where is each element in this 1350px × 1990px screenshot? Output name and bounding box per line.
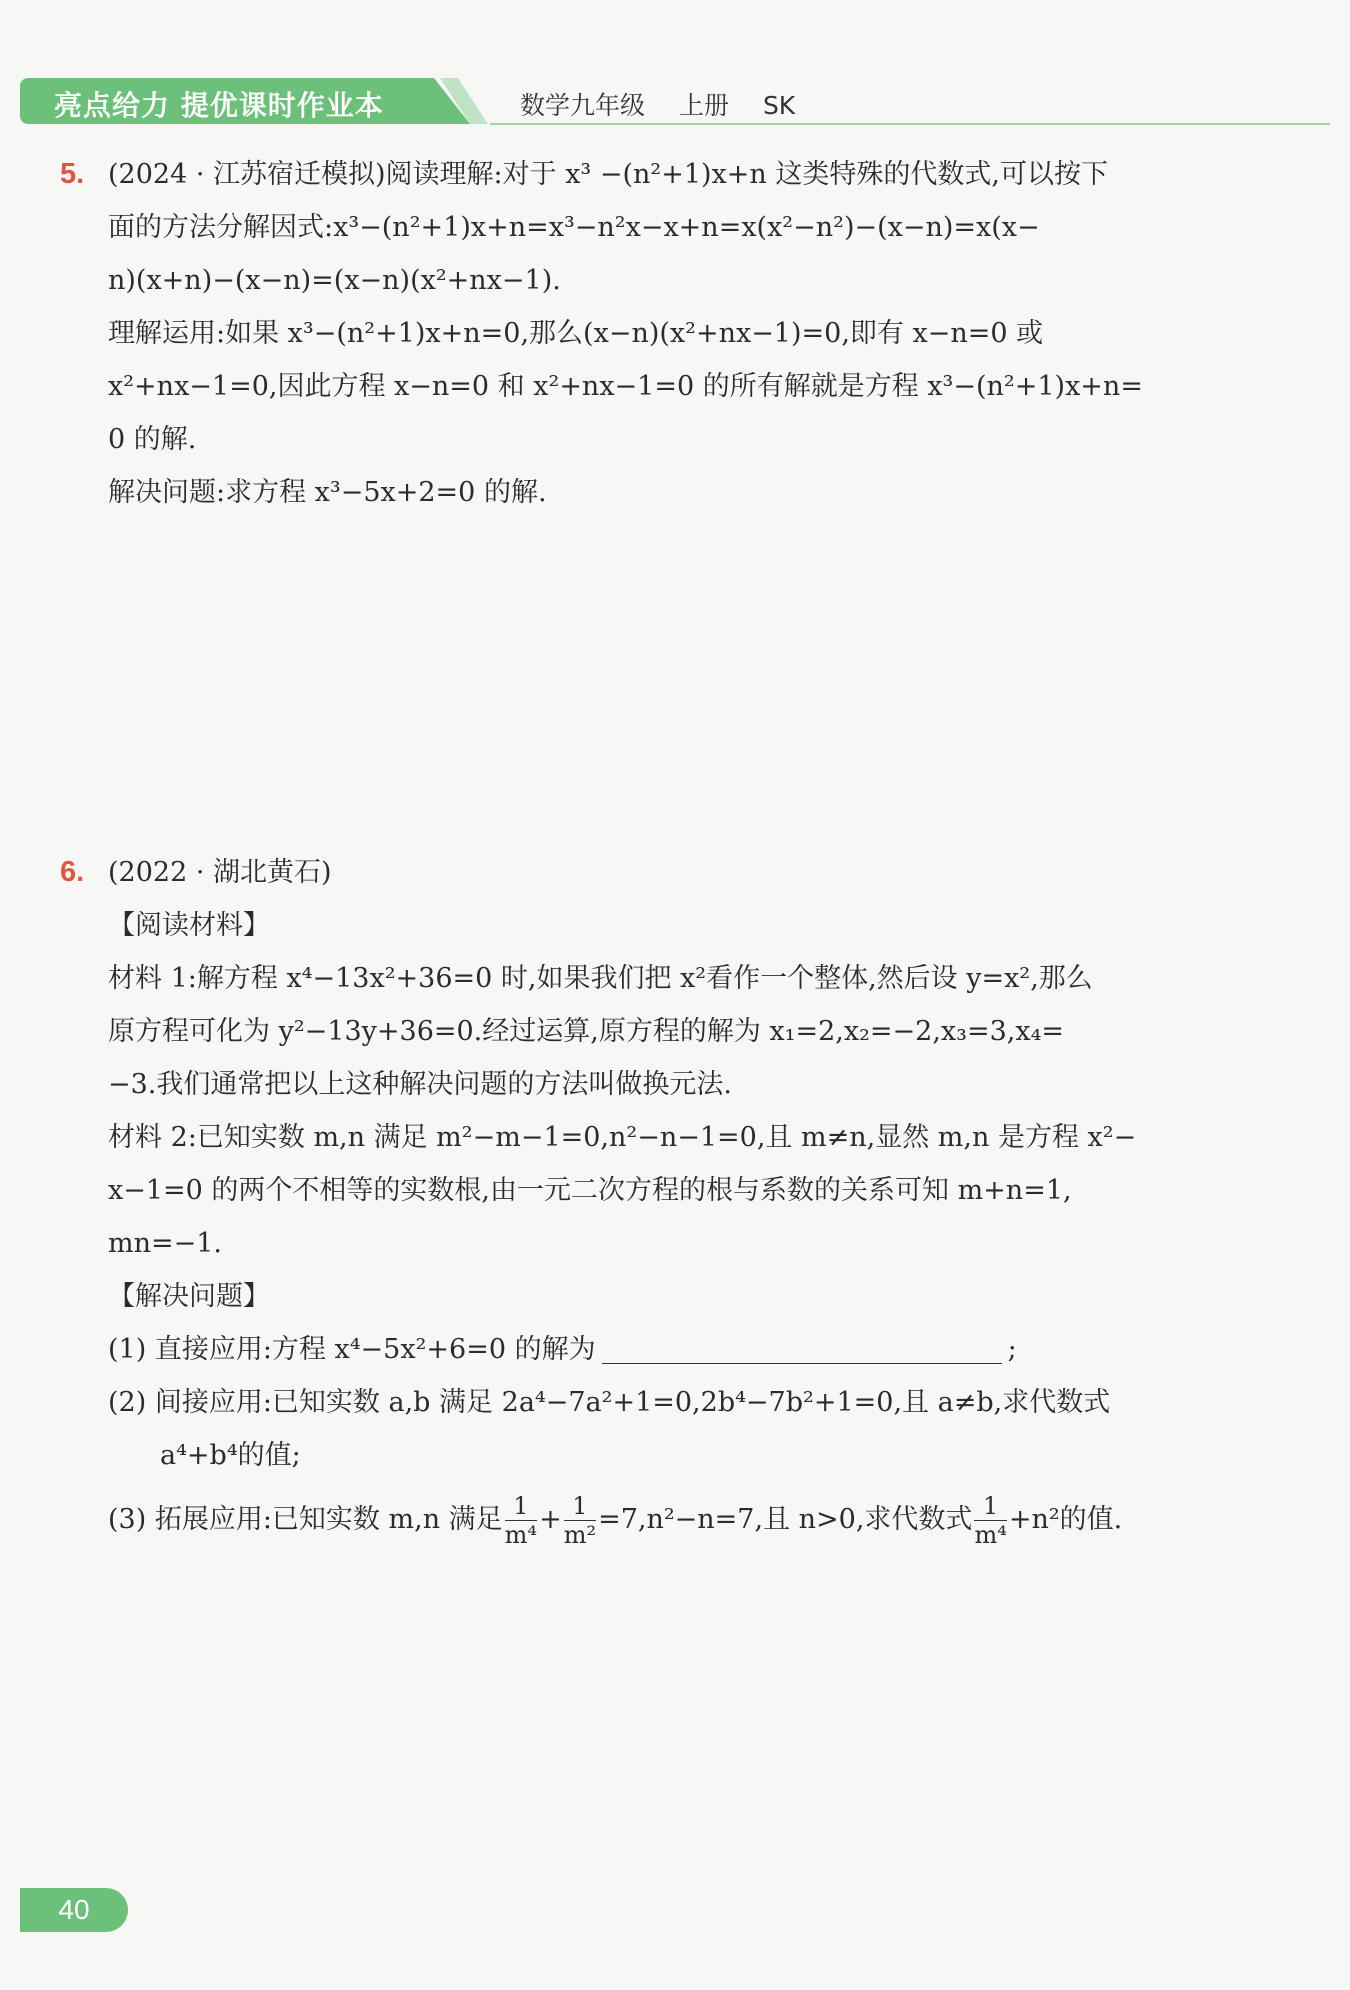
question-2-cont: a⁴+b⁴的值; [160,1440,301,1471]
plus-sign: + [539,1504,562,1535]
fraction [505,1492,537,1549]
answer-blank [602,1333,1002,1364]
question-3-middle: =7,n²−n=7,且 n>0,求代数式 [598,1504,973,1535]
section-heading-reading: 【阅读材料】 [108,910,270,941]
fraction-denominator: m² [563,1521,597,1549]
fraction-denominator: m⁴ [974,1521,1007,1549]
problem-line: (2024 · 江苏宿迁模拟)阅读理解:对于 x³ −(n²+1)x+n 这类特殊的代数式,可以按下 [108,159,1108,190]
problem-6 [60,846,1310,1549]
question-3 [60,1492,1310,1549]
problem-5 [60,148,1310,519]
problem-line: 解决问题:求方程 x³−5x+2=0 的解. [108,477,547,508]
fraction-numerator: 1 [505,1492,537,1521]
fraction-denominator: m⁴ [504,1521,538,1549]
problem-line: 面的方法分解因式:x³−(n²+1)x+n=x³−n²x−x+n=x(x²−n²)−(x−n)=x(x− [108,212,1040,243]
header-bar [20,78,1330,126]
material-line: mn=−1. [108,1228,222,1259]
question-1-text: (1) 直接应用:方程 x⁴−5x²+6=0 的解为 [108,1334,596,1365]
material-line: 原方程可化为 y²−13y+36=0.经过运算,原方程的解为 x₁=2,x₂=−2,x₃=3,x₄= [108,1016,1065,1047]
question-3-suffix: +n²的值. [1008,1504,1123,1535]
material-line: 材料 1:解方程 x⁴−13x²+36=0 时,如果我们把 x²看作一个整体,然后设 y=x²,那么 [108,963,1093,994]
page-number: 40 [20,1888,128,1932]
problem-line: 0 的解. [108,424,197,455]
book-title: 亮点给力 提优课时作业本 [54,89,384,122]
header-divider [490,123,1330,125]
fraction-numerator: 1 [974,1492,1006,1521]
question-2: (2) 间接应用:已知实数 a,b 满足 2a⁴−7a²+1=0,2b⁴−7b²+1=0,且 a≠b,求代数式 [108,1387,1111,1418]
section-heading-solve: 【解决问题】 [108,1281,270,1312]
fraction [974,1492,1006,1549]
material-line: x−1=0 的两个不相等的实数根,由一元二次方程的根与系数的关系可知 m+n=1, [108,1175,1072,1206]
problem-number: 5. [60,158,85,190]
problem-line: x²+nx−1=0,因此方程 x−n=0 和 x²+nx−1=0 的所有解就是方程 x³−(n²+1)x+n= [108,371,1143,402]
problem-line: n)(x+n)−(x−n)=(x−n)(x²+nx−1). [108,265,561,296]
question-3-prefix: (3) 拓展应用:已知实数 m,n 满足 [108,1504,503,1535]
edition-label: SK [762,91,796,120]
volume-label: 上册 [678,91,729,120]
problem-line: 理解运用:如果 x³−(n²+1)x+n=0,那么(x−n)(x²+nx−1)=0,即有 x−n=0 或 [108,318,1044,349]
fraction [564,1492,596,1549]
question-1-end: ; [1007,1334,1017,1365]
fraction-numerator: 1 [564,1492,596,1521]
material-line: −3.我们通常把以上这种解决问题的方法叫做换元法. [108,1069,732,1100]
material-line: 材料 2:已知实数 m,n 满足 m²−m−1=0,n²−n−1=0,且 m≠n,显然 m,n 是方程 x²− [108,1122,1137,1153]
subject-label: 数学九年级 [520,91,646,120]
question-1 [60,1323,1310,1376]
book-subtitle [520,86,821,122]
problem-source: (2022 · 湖北黄石) [108,857,332,888]
problem-number: 6. [60,856,85,888]
